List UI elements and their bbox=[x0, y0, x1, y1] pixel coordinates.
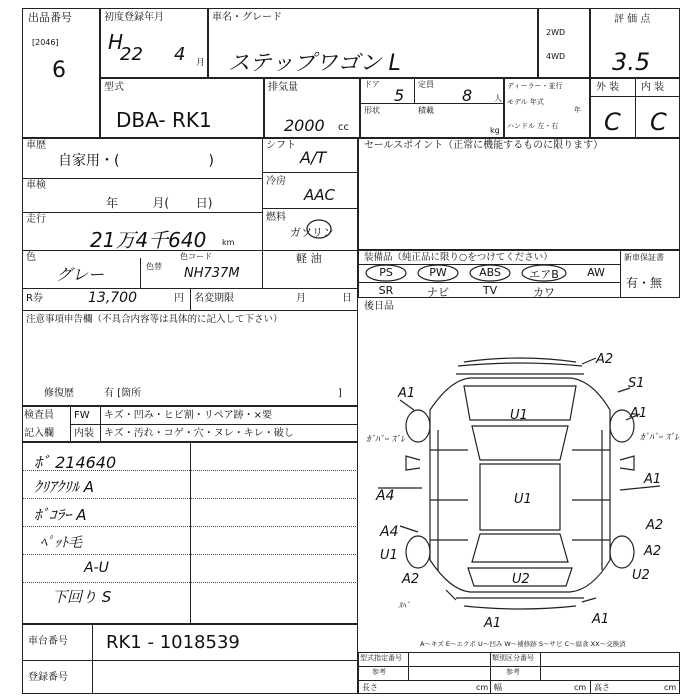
warranty-label: 新車保証書 bbox=[624, 253, 664, 262]
r-value: 13,700 bbox=[88, 290, 137, 306]
damage-mark: U2 bbox=[632, 568, 650, 583]
color-num-label: 色替 bbox=[146, 262, 162, 271]
equip-circles bbox=[360, 262, 570, 284]
model-year-label: モデル 年式 bbox=[507, 98, 544, 106]
remark-line: 下回り S bbox=[52, 588, 112, 606]
month-unit: 月 bbox=[196, 58, 206, 68]
damage-mark: A2 bbox=[402, 572, 420, 587]
era-value: H bbox=[108, 30, 124, 54]
color-code-label: 色コード bbox=[180, 252, 212, 261]
cap-label: 定員 bbox=[418, 80, 434, 89]
damage-mark: ｶﾞﾊﾞｰ ｽﾞﾚ bbox=[366, 435, 405, 445]
sale-label: セールスポイント（正常に機能するものに限ります） bbox=[364, 140, 604, 151]
damage-mark: A2 bbox=[644, 544, 662, 559]
fuel-label: 燃料 bbox=[266, 212, 286, 223]
disp-label: 排気量 bbox=[268, 82, 298, 93]
height-unit: cm bbox=[664, 683, 677, 692]
lot-label: 出品番号 bbox=[28, 11, 72, 24]
mileage-label: 走行 bbox=[26, 214, 46, 225]
damage-mark: S1 bbox=[628, 376, 645, 391]
remark-line: ﾎﾞ 214640 bbox=[34, 453, 117, 472]
equip-label: 装備品（純正品に限り○をつけてください） bbox=[364, 252, 553, 263]
fuel-petrol: ガソリン bbox=[290, 226, 334, 239]
row1-items: キズ・凹み・ヒビ割・リペア跡・×要 bbox=[104, 410, 272, 421]
reg-label: 登録番号 bbox=[28, 672, 68, 683]
row2-head: 内装 bbox=[74, 428, 94, 439]
door-label: ドア bbox=[364, 80, 380, 89]
equip-pw: PW bbox=[429, 266, 447, 279]
damage-mark: U2 bbox=[512, 572, 530, 587]
drive-box bbox=[538, 8, 590, 78]
damage-legend: A～キズ E～エクボ U～凹み W～補修跡 S～サビ C～腐食 XX～交換済 bbox=[420, 640, 626, 648]
dealer-label: ディーラー・並行 bbox=[507, 82, 563, 90]
sale-box bbox=[358, 138, 680, 250]
warranty-value: 有・無 bbox=[626, 276, 663, 290]
equip-leather: カワ bbox=[533, 286, 555, 299]
r-day: 日 bbox=[342, 293, 352, 304]
after-label: 後日品 bbox=[364, 301, 394, 312]
door-value: 5 bbox=[394, 86, 405, 105]
r-month: 月 bbox=[296, 293, 306, 304]
shape-label: 形状 bbox=[364, 106, 380, 115]
lot-sub: [2046] bbox=[32, 38, 59, 47]
damage-mark: A1 bbox=[630, 406, 648, 421]
grade-value: 3.5 bbox=[612, 48, 651, 76]
r-unit: 円 bbox=[174, 293, 184, 304]
damage-mark: ｶﾞﾊﾞｰ ｽﾞﾚ bbox=[640, 433, 679, 443]
equip-abs: ABS bbox=[479, 266, 501, 279]
load-unit: kg bbox=[490, 126, 500, 135]
disp-value: 2000 bbox=[284, 116, 325, 135]
ac-label: 冷房 bbox=[266, 176, 286, 187]
lot-value: 6 bbox=[52, 58, 66, 83]
equip-ps: PS bbox=[379, 266, 393, 279]
repair-value: 有 [箇所 bbox=[104, 388, 142, 399]
remark-line: ﾍﾟｯﾄ毛 bbox=[40, 535, 82, 551]
int-label: 内 装 bbox=[641, 82, 665, 93]
spec-label: 型式指定番号 bbox=[360, 654, 402, 662]
color-code-value: NH737M bbox=[184, 266, 240, 281]
handle-label: ハンドル 左・右 bbox=[507, 122, 559, 130]
ac-value: AAC bbox=[304, 186, 335, 204]
cap-unit: 人 bbox=[494, 94, 502, 103]
month-value: 4 bbox=[174, 44, 186, 65]
category-label: 類別区分番号 bbox=[492, 654, 534, 662]
row1-head: FW bbox=[74, 410, 90, 421]
fuel-circle-mark bbox=[304, 218, 334, 240]
drive-4wd: 4WD bbox=[546, 52, 566, 61]
name-value: ステップワゴン L bbox=[228, 51, 401, 76]
damage-mark: A2 bbox=[596, 352, 614, 367]
damage-mark: U1 bbox=[380, 548, 398, 563]
first-reg-label: 初度登録年月 bbox=[104, 12, 164, 23]
grade-label: 評 価 点 bbox=[614, 14, 651, 25]
ext-label: 外 装 bbox=[596, 82, 620, 93]
damage-mark: A1 bbox=[592, 612, 610, 627]
row2-items: キズ・汚れ・コゲ・穴・ヌレ・キレ・破し bbox=[104, 428, 294, 439]
mileage-value: 21万4千640 bbox=[90, 228, 207, 252]
equip-sr: SR bbox=[378, 284, 394, 297]
r-label: R券 bbox=[26, 293, 43, 304]
remark-line: ﾎﾞｺﾗｰ A bbox=[34, 506, 87, 524]
inspect-value: 年 月( 日) bbox=[106, 196, 213, 210]
mileage-unit: km bbox=[222, 238, 235, 247]
damage-mark: U1 bbox=[514, 492, 532, 507]
model-label: 型式 bbox=[104, 82, 124, 93]
fuel-diesel: 軽 油 bbox=[296, 252, 322, 265]
model-value: DBA- RK1 bbox=[116, 108, 212, 132]
disp-unit: cc bbox=[338, 122, 349, 133]
repair-label: 修復歴 bbox=[44, 388, 74, 399]
width-label: 幅 bbox=[494, 683, 502, 692]
damage-mark: A4 bbox=[376, 488, 395, 504]
history-label: 車歴 bbox=[26, 140, 46, 151]
equip-tv: TV bbox=[482, 284, 498, 297]
checker-label: 検査員 bbox=[24, 410, 54, 421]
equip-navi: ナビ bbox=[427, 286, 449, 299]
cap-value: 8 bbox=[462, 86, 473, 105]
repair-close: ] bbox=[338, 388, 342, 399]
equip-airbag: エアB bbox=[529, 268, 559, 281]
int-value: C bbox=[650, 108, 667, 136]
notes-label: 注意事項申告欄（不具合内容等は具体的に記入して下さい） bbox=[26, 314, 283, 325]
ext-value: C bbox=[604, 108, 621, 136]
inspect-label: 車検 bbox=[26, 180, 46, 191]
damage-mark: A1 bbox=[644, 472, 662, 487]
drive-2wd: 2WD bbox=[546, 28, 566, 37]
length-label: 長さ bbox=[362, 683, 378, 692]
equip-aw: AW bbox=[587, 266, 605, 279]
category-ref: 参考 bbox=[506, 668, 520, 676]
shift-label: シフト bbox=[266, 140, 296, 151]
damage-mark: A1 bbox=[398, 386, 416, 401]
spec-ref: 参考 bbox=[372, 668, 386, 676]
damage-mark: A1 bbox=[484, 616, 502, 631]
damage-mark: A4 bbox=[380, 524, 399, 540]
height-label: 高さ bbox=[594, 683, 610, 692]
entry-label: 記入欄 bbox=[24, 428, 54, 439]
color-value: グレー bbox=[56, 265, 105, 284]
damage-mark: A2 bbox=[646, 518, 664, 533]
damage-mark: U1 bbox=[510, 408, 528, 423]
remark-line: ｸﾘｱｸﾘﾙ A bbox=[34, 478, 95, 496]
history-value: 自家用・( ) bbox=[58, 153, 214, 169]
year-unit: 年 bbox=[574, 106, 581, 114]
chassis-label: 車台番号 bbox=[28, 636, 68, 647]
year-value: 22 bbox=[120, 44, 143, 65]
length-unit: cm bbox=[476, 683, 489, 692]
width-unit: cm bbox=[574, 683, 587, 692]
chassis-value: RK1 - 1018539 bbox=[106, 632, 240, 653]
name-label: 車名・グレード bbox=[212, 12, 282, 23]
load-label: 積載 bbox=[418, 106, 434, 115]
remark-line: A-U bbox=[84, 560, 109, 576]
color-label: 色 bbox=[26, 252, 36, 263]
damage-mark: ｽﾍﾞ bbox=[398, 601, 410, 610]
r-expiry: 名変期限 bbox=[194, 293, 234, 304]
shift-value: A/T bbox=[300, 148, 327, 167]
